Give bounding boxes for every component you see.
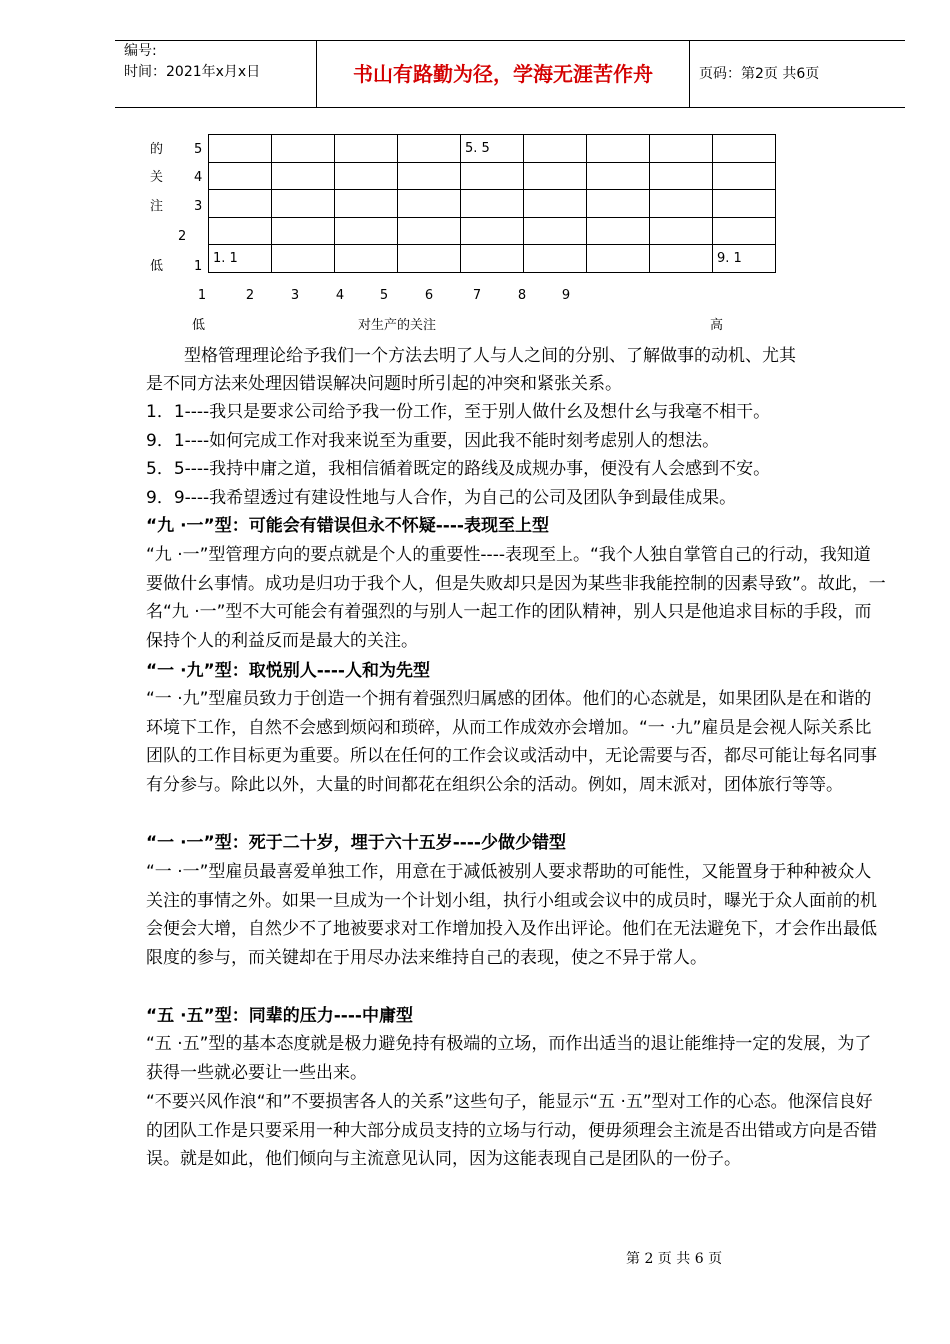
x-axis-high-label: 高 (710, 318, 724, 333)
grid-cell (524, 190, 587, 218)
grid-cell (335, 190, 398, 218)
y-tick: 4 (194, 170, 203, 185)
y-axis-label: 低 (150, 259, 164, 274)
grid-cell (587, 135, 650, 163)
grid-cell (713, 162, 776, 190)
list-item: 9．9----我希望透过有建设性地与人合作，为自己的公司及团队争到最佳成果。 (146, 488, 737, 508)
grid-cell (209, 135, 272, 163)
header-page-label: 页码：第2页 共6页 (699, 66, 820, 82)
x-axis-low-label: 低 (192, 318, 206, 333)
grid-cell (398, 217, 461, 245)
section-heading: “九 ·一”型：可能会有错误但永不怀疑----表现至上型 (146, 516, 549, 536)
grid-cell (398, 245, 461, 273)
grid-cell (461, 190, 524, 218)
x-tick: 8 (517, 288, 527, 303)
grid-row (209, 245, 776, 273)
grid-cell (524, 135, 587, 163)
grid-cell (209, 217, 272, 245)
header-motto: 书山有路勤为径，学海无涯苦作舟 (353, 62, 653, 86)
grid-cell (587, 245, 650, 273)
grid-row (209, 162, 776, 190)
list-item: 5．5----我持中庸之道，我相信循着既定的路线及成规办事，便没有人会感到不安。 (146, 459, 771, 479)
header-divider (689, 40, 690, 107)
header-bottom-rule (115, 107, 905, 108)
grid-cell: 1. 1 (209, 245, 272, 273)
y-tick: 1 (194, 259, 203, 274)
x-tick: 5 (379, 288, 389, 303)
grid-cell (272, 190, 335, 218)
x-tick: 2 (245, 288, 255, 303)
grid-cell (398, 162, 461, 190)
grid-cell (272, 162, 335, 190)
grid-cell (335, 217, 398, 245)
list-item: 9．1----如何完成工作对我来说至为重要，因此我不能时刻考虑别人的想法。 (146, 431, 720, 451)
grid-row (209, 135, 776, 163)
grid-cell (272, 135, 335, 163)
grid-cell (713, 217, 776, 245)
x-tick: 9 (561, 288, 571, 303)
grid-cell (650, 245, 713, 273)
list-item: 1．1----我只是要求公司给予我一份工作，至于别人做什幺及想什幺与我毫不相干。 (146, 402, 771, 422)
grid-cell (713, 190, 776, 218)
grid-cell (650, 162, 713, 190)
section-paragraph: “一 ·一”型雇员最喜爱单独工作，用意在于减低被别人要求帮助的可能性，又能置身于种种被众人关注的事情之外。如果一旦成为一个计划小组，执行小组或会议中的成员时，曝光于众人面前的机会便会大增，自然少不了地被要求对工作增加投入及作出评论。他们在无法避免下，才会作出最低限度的参与，而关键却在于用尽办法来维持自己的表现，使之不异于常人。 (146, 862, 877, 968)
grid-cell (524, 217, 587, 245)
grid-cell (335, 162, 398, 190)
x-tick: 4 (335, 288, 345, 303)
grid-cell (650, 217, 713, 245)
y-axis-label: 的 (150, 142, 164, 157)
section-heading: “一 ·九”型：取悦别人----人和为先型 (146, 661, 430, 681)
grid-cell (335, 245, 398, 273)
grid-cell (272, 245, 335, 273)
section-paragraph: “一 ·九”型雇员致力于创造一个拥有着强烈归属感的团体。他们的心态就是，如果团队是在和谐的环境下工作，自然不会感到烦闷和琐碎，从而工作成效亦会增加。“一 ·九”雇员是会视人际关系比团队的工作目标更为重要。所以在任何的工作会议或活动中，无论需要与否，都尽可能让每名同事有分参与。除此以外，大量的时间都花在组织公余的活动。例如，周末派对，团体旅行等等。 (146, 689, 877, 795)
section-paragraph: “五 ·五”型的基本态度就是极力避免持有极端的立场，而作出适当的退让能维持一定的发展，为了获得一些就必要让一些出来。 (146, 1034, 872, 1083)
grid-cell (335, 135, 398, 163)
grid-cell (650, 135, 713, 163)
y-tick: 2 (178, 229, 187, 244)
grid-cell (461, 162, 524, 190)
grid-cell (587, 190, 650, 218)
y-tick: 5 (194, 142, 203, 157)
page-footer: 第 2 页 共 6 页 (626, 1251, 723, 1267)
grid-table (208, 134, 776, 273)
grid-cell (587, 217, 650, 245)
grid-cell (587, 162, 650, 190)
y-tick: 3 (194, 199, 203, 214)
grid-cell (461, 217, 524, 245)
grid-cell (209, 162, 272, 190)
grid-cell (398, 190, 461, 218)
doc-code-label: 编号: (124, 43, 157, 59)
grid-cell: 9. 1 (713, 245, 776, 273)
x-tick: 3 (290, 288, 300, 303)
grid-row (209, 190, 776, 218)
grid-cell (461, 245, 524, 273)
x-tick: 6 (424, 288, 434, 303)
y-axis-label: 关 (150, 170, 164, 185)
section-paragraph: “不要兴风作浪“和”不要损害各人的关系”这些句子，能显示“五 ·五”型对工作的心态。他深信良好的团队工作是只要采用一种大部分成员支持的立场与行动，便毋须理会主流是否出错或方向是否错误。就是如此，他们倾向与主流意见认同，因为这能表现自己是团队的一份子。 (146, 1092, 877, 1169)
section-heading: “一 ·一”型：死于二十岁，埋于六十五岁----少做少错型 (146, 833, 566, 853)
intro-line: 型格管理理论给予我们一个方法去明了人与人之间的分别、了解做事的动机、尤其 (184, 346, 796, 366)
doc-time-label: 时间：2021年x月x日 (124, 64, 261, 80)
section-paragraph: “九 ·一”型管理方向的要点就是个人的重要性----表现至上。“我个人独自掌管自己的行动，我知道要做什幺事情。成功是归功于我个人，但是失败却只是因为某些非我能控制的因素导致”。故此，一名“九 ·一”型不大可能会有着强烈的与别人一起工作的团队精神，别人只是他追求目标的手段，而保持个人的利益反而是最大的关注。 (146, 545, 886, 651)
grid-cell (524, 245, 587, 273)
grid-cell (650, 190, 713, 218)
grid-cell (272, 217, 335, 245)
grid-cell: 5. 5 (461, 135, 524, 163)
header-top-rule (115, 40, 905, 41)
section-heading: “五 ·五”型：同辈的压力----中庸型 (146, 1006, 413, 1026)
grid-cell (524, 162, 587, 190)
grid-cell (209, 190, 272, 218)
grid-cell (713, 135, 776, 163)
y-axis-label: 注 (150, 199, 164, 214)
x-tick: 1 (197, 288, 207, 303)
grid-row (209, 217, 776, 245)
x-tick: 7 (472, 288, 482, 303)
x-axis-title: 对生产的关注 (358, 318, 437, 333)
intro-line: 是不同方法来处理因错误解决问题时所引起的冲突和紧张关系。 (146, 374, 622, 394)
grid-cell (398, 135, 461, 163)
